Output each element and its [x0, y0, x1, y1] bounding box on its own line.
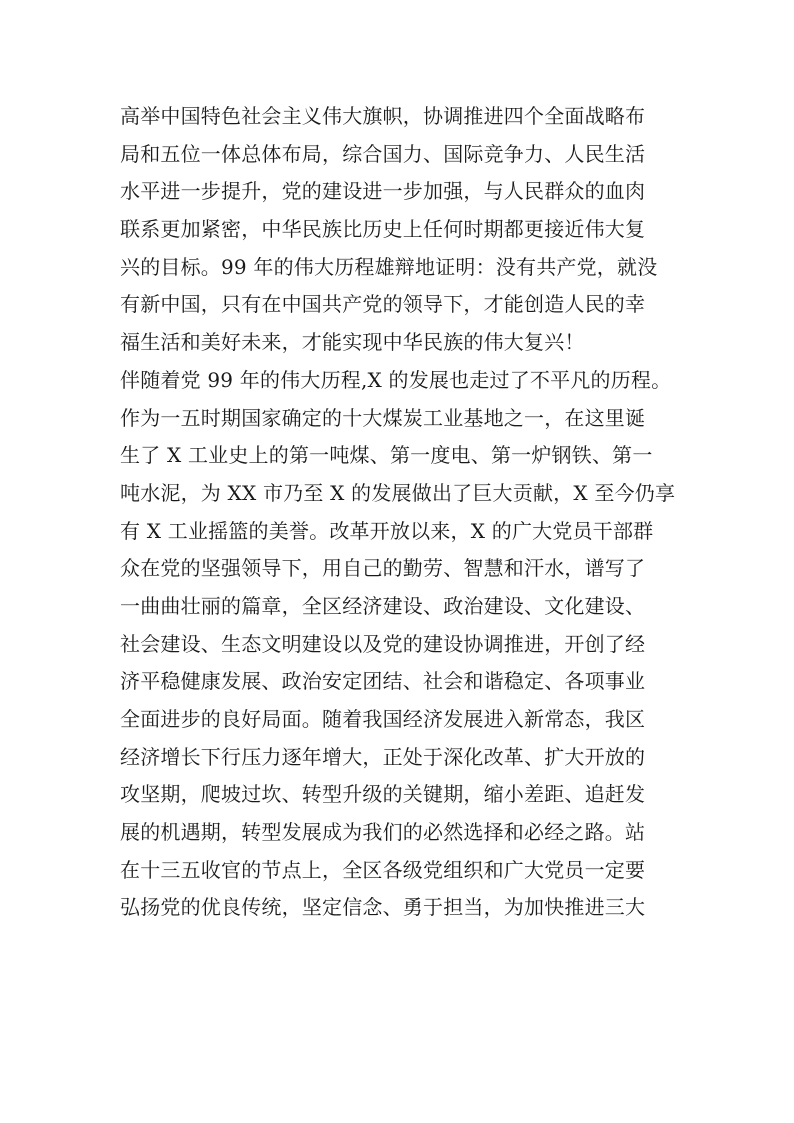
text-line: 众在党的坚强领导下，用自己的勤劳、智慧和汗水，谱写了	[120, 556, 646, 581]
text-line: 有 X 工业摇篮的美誉。改革开放以来，X 的广大党员干部群	[120, 518, 654, 543]
text-line: 攻坚期，爬坡过坎、转型升级的关键期，缩小差距、追赶发	[120, 782, 646, 807]
text-line: 全面进步的良好局面。随着我国经济发展进入新常态，我区	[120, 707, 646, 731]
text-line: 水平进一步提升，党的建设进一步加强，与人民群众的血肉	[120, 179, 646, 204]
text-line: 济平稳健康发展、政治安定团结、社会和谐稳定、各项事业	[120, 669, 646, 694]
text-line: 展的机遇期，转型发展成为我们的必然选择和必经之路。站	[120, 820, 646, 845]
text-line: 一曲曲壮丽的篇章，全区经济建设、政治建设、文化建设、	[120, 593, 646, 618]
text-line: 高举中国特色社会主义伟大旗帜，协调推进四个全面战略布	[120, 104, 646, 128]
text-line: 生了 X 工业史上的第一吨煤、第一度电、第一炉钢铁、第一	[120, 443, 653, 468]
text-line: 福生活和美好未来，才能实现中华民族的伟大复兴！	[120, 330, 585, 355]
body-text	[120, 98, 690, 927]
text-line: 兴的目标。99 年的伟大历程雄辩地证明：没有共产党，就没	[120, 254, 658, 279]
text-line: 伴随着党 99 年的伟大历程,X 的发展也走过了不平凡的历程。	[120, 367, 672, 392]
text-line: 有新中国，只有在中国共产党的领导下，才能创造人民的幸	[120, 292, 646, 317]
text-line: 联系更加紧密，中华民族比历史上任何时期都更接近伟大复	[120, 217, 646, 242]
text-line: 弘扬党的优良传统，坚定信念、勇于担当，为加快推进三大	[120, 895, 646, 920]
text-line: 社会建设、生态文明建设以及党的建设协调推进，开创了经	[120, 631, 646, 656]
text-line: 作为一五时期国家确定的十大煤炭工业基地之一，在这里诞	[120, 405, 646, 430]
text-line: 吨水泥，为 XX 市乃至 X 的发展做出了巨大贡献，X 至今仍享	[120, 480, 676, 505]
text-line: 局和五位一体总体布局，综合国力、国际竞争力、人民生活	[120, 141, 646, 166]
text-line: 在十三五收官的节点上，全区各级党组织和广大党员一定要	[120, 857, 646, 882]
text-line: 经济增长下行压力逐年增大，正处于深化改革、扩大开放的	[120, 744, 646, 769]
